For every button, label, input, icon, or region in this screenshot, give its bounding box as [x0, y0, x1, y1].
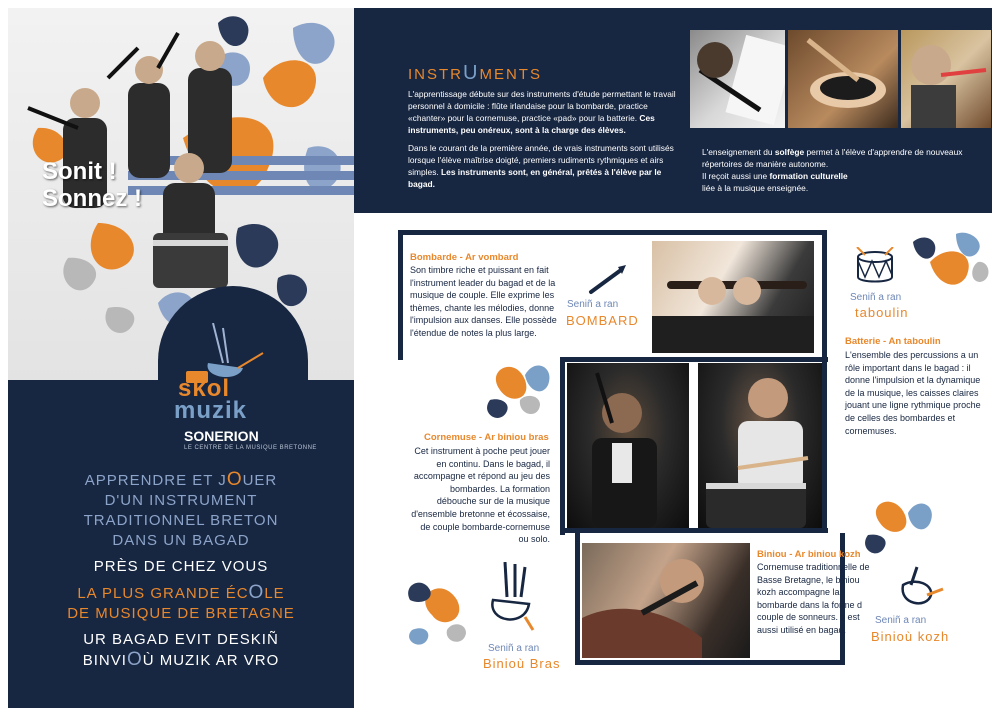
batterie-text: L'ensemble des percussions a un rôle important dans le bagad : il donne l'impulsion et la dynamique de la musique, les caisses claires jouant une ligne rythmique proche de celles des bombardes et cornemuses.: [845, 350, 981, 436]
frame-line: [398, 230, 822, 235]
sonerion-logo: SONERION: [184, 428, 259, 444]
slogan-line: D'UN INSTRUMENT: [104, 492, 258, 509]
paragraph-bold: Ces instruments, peu onéreux, sont à la charge des élèves.: [408, 113, 655, 135]
biniou-text: Cornemuse traditionnelle de Basse Bretagne, le biniou kozh accompagne la bombarde dans la forme d couple de sonneurs. Il est aussi utilisé en bagad.: [757, 562, 870, 635]
cover-title: [42, 158, 142, 212]
solfege-text: [702, 146, 972, 194]
sonerion-subtitle: LE CENTRE DE LA MUSIQUE BRETONNE: [184, 445, 317, 451]
slogan-accent-letter: O: [226, 469, 243, 490]
slogan-block-breton: [8, 630, 354, 671]
floral-ornament-icon: [480, 355, 555, 425]
cover-title-line2: Sonnez !: [42, 185, 142, 212]
photo-chanter-practice: [901, 30, 991, 128]
cover-panel: [8, 8, 354, 708]
cover-title-line1: Sonit !: [42, 158, 117, 185]
slogan-text: Ù MUZIK AR VRO: [142, 652, 280, 669]
frame-line: [822, 360, 827, 533]
cornemuse-text: Cet instrument à poche peut jouer en continu. Dans le bagad, il accompagne et répond au jeu des bombardes. La formation débouche sur de la musique d'ensemble bretonne et écossaise, de couple bombarde-cornemuse ou solo.: [411, 446, 550, 545]
slogan-block-school: [8, 583, 354, 624]
photo-bombarde-player: [652, 241, 814, 353]
paragraph-text: Il reçoit aussi une: [702, 171, 768, 181]
senin-label: Seniñ a ran: [875, 615, 927, 626]
slogan-line: PRÈS DE CHEZ VOUS: [93, 558, 269, 575]
title-text: INSTR: [408, 66, 463, 83]
slogan-line: [8, 650, 354, 671]
slogan-accent-letter: O: [126, 649, 143, 670]
logo-text-muzik: muzik: [174, 397, 248, 424]
instruments-paragraph: [408, 88, 676, 136]
frame-line: [560, 357, 828, 362]
slogan-line: DE MUSIQUE DE BRETAGNE: [67, 605, 295, 622]
photo-bagpipe-player: [567, 363, 689, 528]
frame-line: [398, 230, 403, 360]
senin-instrument-name: taboulin: [855, 305, 909, 320]
bagpipe-icon: [485, 562, 535, 632]
bombarde-icon: [588, 263, 628, 295]
instruments-text: [408, 88, 676, 196]
title-text: MENTS: [479, 66, 542, 83]
frame-line: [822, 230, 827, 362]
logo-text-skol: skol: [178, 375, 231, 402]
cornemuse-title: Cornemuse - Ar biniou bras: [424, 432, 549, 443]
instruments-title: [408, 62, 542, 85]
slogan-accent-letter: O: [248, 582, 265, 603]
senin-label: Seniñ a ran: [488, 643, 540, 654]
slogan-block-near: [8, 557, 354, 577]
senin-instrument-name: BOMBARD: [566, 313, 639, 328]
photo-biniou-player: [582, 543, 750, 658]
cover-slogans: [8, 470, 354, 671]
senin-label: Seniñ a ran: [850, 292, 902, 303]
biniou-title: Biniou - Ar biniou kozh: [757, 549, 861, 560]
biniou-icon: [897, 565, 945, 611]
senin-label: Seniñ a ran: [567, 299, 619, 310]
instruments-paragraph: [408, 142, 676, 190]
slogan-text: BINVI: [82, 652, 127, 669]
slogan-text: UER: [242, 472, 278, 489]
photo-irish-flute: [690, 30, 785, 128]
slogan-line: [8, 470, 354, 491]
frame-line: [560, 357, 565, 535]
paragraph-bold: Les instruments sont, en général, prêtés à l'élève par le bagad.: [408, 167, 662, 189]
paragraph-text: Dans le courant de la première année, de vrais instruments sont utilisés lorsque l'élève maîtrise doigté, premiers rudiments rythmiques et airs simples.: [408, 143, 674, 177]
frame-line: [575, 533, 580, 665]
drum-icon: [855, 247, 895, 285]
batterie-title: Batterie - An taboulin: [845, 336, 941, 347]
slogan-line: TRADITIONNEL BRETON: [83, 512, 279, 529]
paragraph-bold: solfège: [774, 147, 805, 157]
slogan-line: [8, 583, 354, 604]
paragraph-text: liée à la musique enseignée.: [702, 183, 809, 193]
floral-ornament-icon: [860, 493, 940, 561]
frame-line: [560, 528, 828, 533]
title-accent-letter: U: [463, 62, 480, 84]
bombarde-text: Son timbre riche et puissant en fait l'instrument leader du bagad et de la musique de couple. Elle exprime les thèmes, chante les mélodies, donne l'impulsion aux danses. Elle possède l'étendue de notes la plus large.: [410, 265, 557, 338]
slogan-line: DANS UN BAGAD: [112, 532, 250, 549]
senin-instrument-name: Binioù Bras: [483, 656, 561, 671]
paragraph-text: L'enseignement du: [702, 147, 773, 157]
slogan-text: LE: [264, 585, 285, 602]
slogan-block-learn: [8, 470, 354, 551]
paragraph-text: L'apprentissage débute sur des instruments d'étude permettant le travail personnel à domicile : flûte irlandaise pour la bombarde, practice «chanter» pour la cornemuse, practice «pad» pour la batterie.: [408, 89, 676, 123]
paragraph-text: permet à l'élève d'apprendre de nouveaux répertoires de manière autonome.: [702, 147, 963, 169]
floral-ornament-icon: [402, 575, 492, 650]
bombarde-title: Bombarde - Ar vombard: [410, 252, 519, 263]
slogan-text: LA PLUS GRANDE ÉC: [77, 585, 249, 602]
bagpipe-logo-icon: [168, 323, 288, 383]
senin-instrument-name: Binioù kozh: [871, 629, 950, 644]
photo-practice-pad: [788, 30, 898, 128]
skol-muzik-logo: [168, 323, 288, 424]
slogan-text: APPRENDRE ET J: [84, 472, 227, 489]
paragraph-bold: formation culturelle: [769, 171, 848, 181]
slogan-line: UR BAGAD EVIT DESKIÑ: [83, 631, 279, 648]
frame-line: [575, 660, 845, 665]
photo-drummer: [698, 363, 822, 528]
